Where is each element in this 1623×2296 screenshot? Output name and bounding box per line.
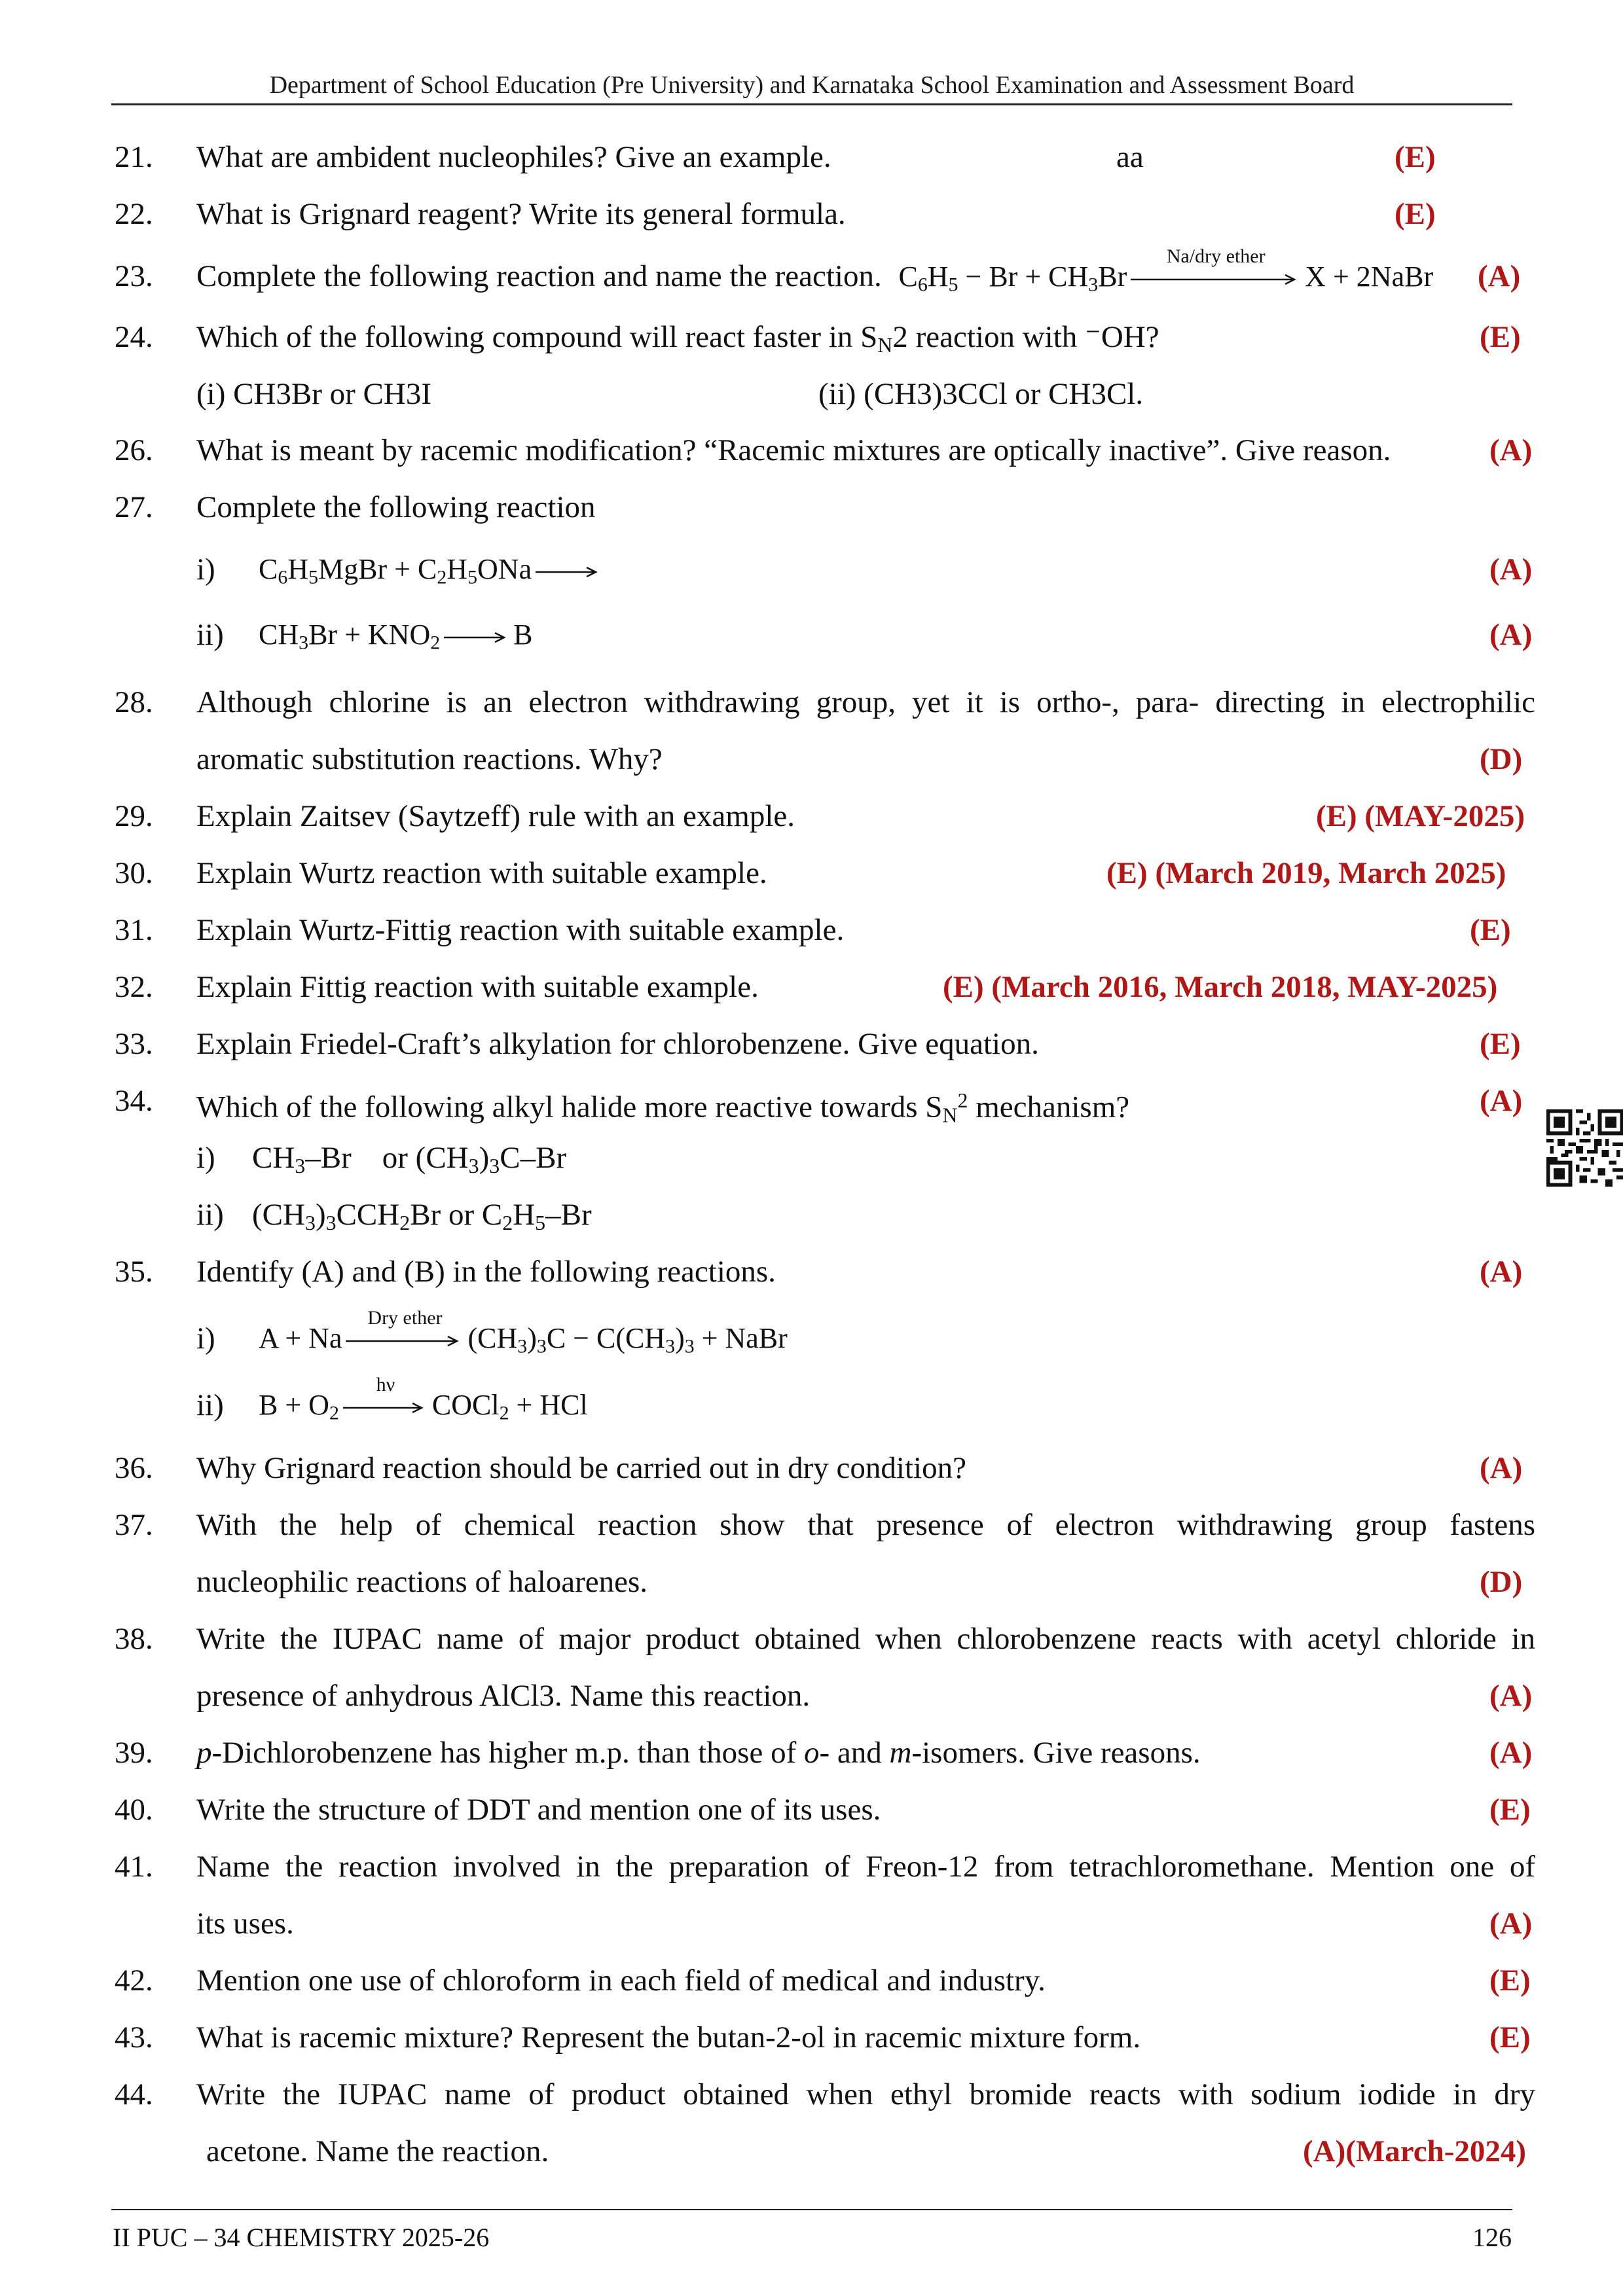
question-text: Explain Zaitsev (Saytzeff) rule with an example. [196,799,795,833]
question-34-ii [115,1195,1539,1234]
question-number: 43. [115,2020,153,2054]
question-number: 29. [115,799,153,833]
question-42 [115,1961,1539,2000]
question-44-cont [115,2132,1539,2171]
question-44 [115,2075,1539,2114]
arrow-label: Dry ether [367,1306,443,1329]
question-text: Explain Wurtz-Fittig reaction with suitable example. [196,913,845,947]
question-number: 41. [115,1850,153,1884]
difficulty-tag: (E) (March 2016, March 2018, MAY-2025) [943,970,1498,1004]
question-35-i [115,1306,1539,1358]
reaction-equation: A + Na Dry ether $(CH_3)_3C - C(CH_3)_3$ + NaBr [259,1306,788,1357]
difficulty-tag: (A) [1489,1907,1533,1941]
question-40 [115,1790,1539,1829]
question-text: Explain Friedel-Craft’s alkylation for chlorobenzene. Give equation. [196,1027,1039,1061]
difficulty-tag: (A) [1480,1451,1523,1485]
question-text: aromatic substitution reactions. Why? [196,742,663,776]
question-32 [115,967,1539,1007]
subscript: N [942,1103,958,1127]
option-text: $CH_3-Br$ or $(CH_3)_3C-Br$ [252,1141,567,1177]
reaction-arrow [346,1306,464,1348]
question-number: 24. [115,320,153,354]
question-33 [115,1024,1539,1064]
question-number: 34. [115,1084,153,1118]
page-number: 126 [1472,2223,1512,2252]
question-text: Write the IUPAC name of product obtained when ethyl bromide reacts with sodium iodide in dry [196,2077,1535,2111]
question-number: 21. [115,140,153,174]
difficulty-tag: (A) [1480,1255,1523,1289]
question-28-cont [115,740,1539,779]
question-27-i [115,550,1539,589]
arrow-label: Na/dry ether [1166,245,1266,267]
difficulty-tag: (A) [1489,1679,1533,1713]
question-text: What is racemic mixture? Represent the butan-2-ol in racemic mixture form. [196,2020,1141,2054]
question-number: 26. [115,433,153,467]
reaction-arrow [343,1373,428,1414]
question-number: 44. [115,2077,153,2111]
question-text: Which of the following compound will react faster in S [196,320,878,354]
question-text: Complete the following reaction [196,490,596,524]
difficulty-tag: (A) [1489,552,1533,586]
question-text: Which of the following alkyl halide more reactive towards S [196,1090,943,1124]
difficulty-tag: (E) [1470,913,1511,947]
difficulty-tag: (A) [1480,1084,1523,1118]
sub-label: i) [196,1141,215,1175]
question-number: 37. [115,1508,153,1542]
arrow-label: hν [376,1373,395,1395]
reaction-equation: $C_6H_5MgBr + C_2H_5ONa$ [259,550,605,597]
question-text: Complete the following reaction and name the reaction. [196,259,882,293]
question-36 [115,1448,1539,1488]
question-38 [115,1619,1539,1659]
question-37-cont [115,1562,1539,1602]
question-24-options [115,374,1539,414]
header-rule [111,103,1512,105]
footer-rule [111,2209,1512,2210]
italic-prefix: m [889,1736,912,1770]
reaction-arrow [536,565,601,579]
question-number: 42. [115,1964,153,1998]
difficulty-tag: (E) [1395,197,1436,231]
question-number: 22. [115,197,153,231]
question-27-ii [115,615,1539,655]
page-header: Department of School Education (Pre University) and Karnataka School Examination and Assessment Board [269,71,1355,99]
difficulty-tag: (D) [1480,1565,1523,1599]
difficulty-tag: (D) [1480,742,1523,776]
question-text: Explain Wurtz reaction with suitable example. [196,856,767,890]
question-27 [115,488,1539,527]
question-35-ii [115,1373,1539,1425]
question-number: 40. [115,1793,153,1827]
question-text: -isomers. Give reasons. [911,1736,1201,1770]
question-number: 32. [115,970,153,1004]
question-text: Name the reaction involved in the preparation of Freon-12 from tetrachloromethane. Mention one of [196,1850,1535,1884]
question-text: its uses. [196,1907,294,1941]
reaction-arrow [444,631,509,644]
question-text: Why Grignard reaction should be carried out in dry condition? [196,1451,966,1485]
question-number: 31. [115,913,153,947]
footer-course: II PUC – 34 CHEMISTRY 2025-26 [113,2223,490,2252]
reaction-equation: $CH_3Br + KNO_2$ B [259,619,533,654]
question-22 [115,194,1539,234]
difficulty-tag: (E) [1480,1027,1521,1061]
question-text: acetone. Name the reaction. [206,2134,549,2168]
question-number: 27. [115,490,153,524]
italic-prefix: p [196,1736,212,1770]
question-text: Identify (A) and (B) in the following reactions. [196,1255,776,1289]
question-41 [115,1847,1539,1886]
question-number: 39. [115,1736,153,1770]
sub-label: i) [196,552,215,586]
question-30 [115,853,1539,893]
qr-code-icon [1546,1109,1623,1187]
question-number: 23. [115,259,153,293]
question-text: What is meant by racemic modification? “Racemic mixtures are optically inactive”. Give reason. [196,433,1391,467]
question-34-i [115,1138,1539,1177]
sub-label: ii) [196,1388,224,1422]
reaction-equation: $B + O_2$ hν COCl$_2$ + HCl [259,1373,588,1424]
hydroxide: ⁻OH? [1085,320,1159,354]
question-number: 30. [115,856,153,890]
question-text: Mention one use of chloroform in each field of medical and industry. [196,1964,1046,1998]
question-39 [115,1733,1539,1772]
sub-label: i) [196,1321,215,1355]
difficulty-tag: (A) [1478,259,1521,293]
question-37 [115,1505,1539,1545]
difficulty-tag: (A) [1489,433,1533,467]
question-23 [115,245,1539,296]
question-text: - and [819,1736,890,1770]
question-24 [115,317,1539,357]
question-text: What is Grignard reagent? Write its general formula. [196,197,846,231]
difficulty-tag: (E) [1489,2020,1531,2054]
question-text: mechanism? [968,1090,1130,1124]
superscript: 2 [957,1089,968,1112]
question-number: 33. [115,1027,153,1061]
question-29 [115,797,1539,836]
difficulty-tag: (E) [1395,140,1436,174]
option-text: $(CH_3)_3CCH_2Br$ or $C_2H_5-Br$ [252,1198,592,1234]
question-34 [115,1081,1539,1127]
question-number: 28. [115,685,153,719]
stray-text: aa [1116,140,1144,174]
question-35 [115,1252,1539,1291]
sub-label: ii) [196,1198,224,1232]
question-number: 35. [115,1255,153,1289]
difficulty-tag: (A) [1489,618,1533,652]
option-ii: (ii) (CH3)3CCl or CH3Cl. [818,377,1144,411]
difficulty-tag: (E) [1489,1793,1531,1827]
sub-label: ii) [196,618,224,652]
question-text: Write the structure of DDT and mention one of its uses. [196,1793,881,1827]
italic-prefix: o [803,1736,820,1770]
question-31 [115,910,1539,950]
question-21 [115,137,1539,177]
difficulty-tag: (A)(March-2024) [1303,2134,1527,2168]
reaction-arrow [1131,245,1301,286]
difficulty-tag: (E) [1480,320,1521,354]
question-text: presence of anhydrous AlCl3. Name this reaction. [196,1679,811,1713]
question-number: 38. [115,1622,153,1656]
question-text: What are ambident nucleophiles? Give an example. [196,140,831,174]
option-i: (i) CH3Br or CH3I [196,377,431,411]
question-text: Explain Fittig reaction with suitable example. [196,970,759,1004]
question-text: With the help of chemical reaction show that presence of electron withdrawing group fastens [196,1508,1535,1542]
difficulty-tag: (E) [1489,1964,1531,1998]
question-text: Although chlorine is an electron withdrawing group, yet it is ortho-, para- directing in electrophilic [196,685,1535,719]
question-26 [115,431,1539,470]
question-28 [115,683,1539,722]
difficulty-tag: (A) [1489,1736,1533,1770]
question-text: 2 reaction with [892,320,1085,354]
reaction-equation: $C_6H_5 - Br + CH_3Br$ Na/dry ether X + 2NaBr [898,245,1434,296]
subscript: N [877,333,893,357]
difficulty-tag: (E) (March 2019, March 2025) [1106,856,1506,890]
question-38-cont [115,1676,1539,1715]
question-text: nucleophilic reactions of haloarenes. [196,1565,648,1599]
question-text: -Dichlorobenzene has higher m.p. than those of [211,1736,804,1770]
question-41-cont [115,1904,1539,1943]
question-number: 36. [115,1451,153,1485]
question-text: Write the IUPAC name of major product obtained when chlorobenzene reacts with acetyl chloride in [196,1622,1535,1656]
difficulty-tag: (E) (MAY-2025) [1316,799,1525,833]
question-43 [115,2018,1539,2057]
